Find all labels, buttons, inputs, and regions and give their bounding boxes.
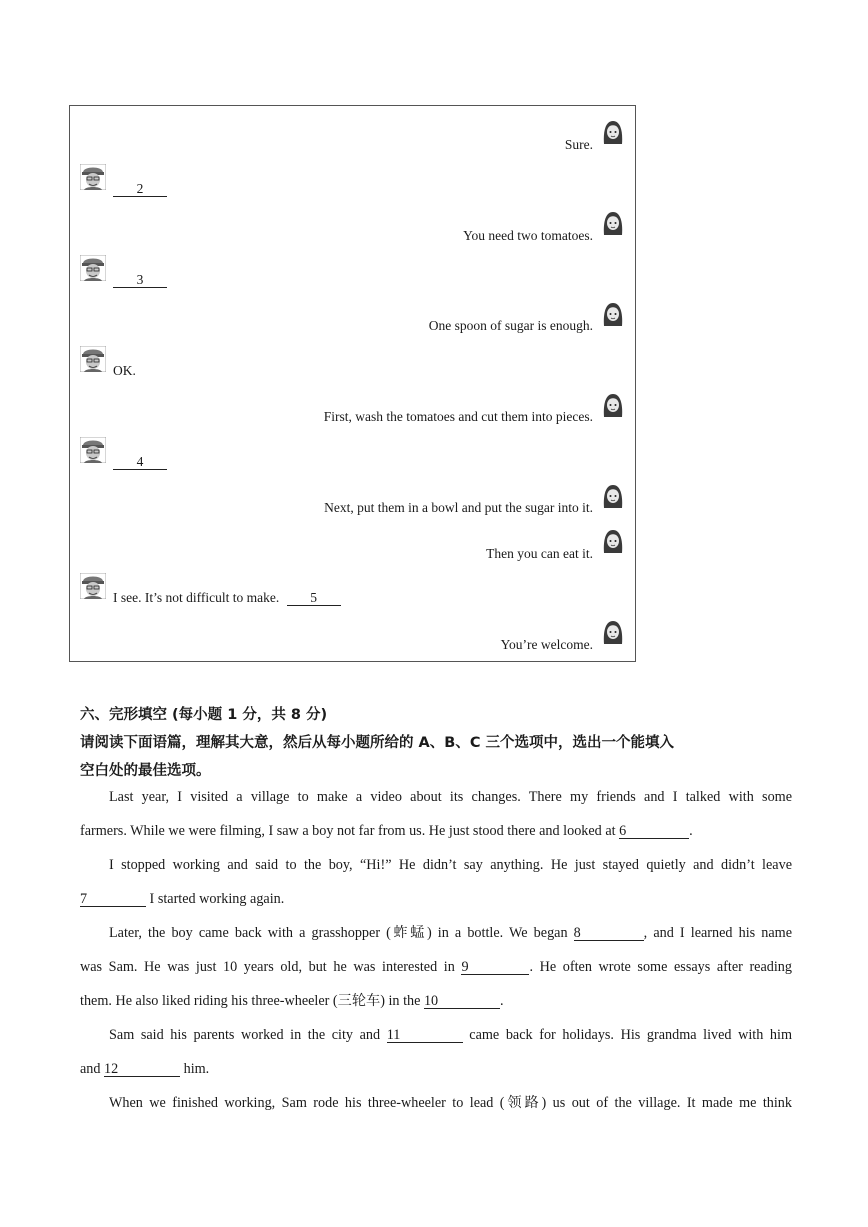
- answer-blank[interactable]: 8: [574, 926, 644, 941]
- dialogue-line: Next, put them in a bowl and put the sugar into it.: [324, 500, 593, 515]
- answer-blank[interactable]: 4: [113, 455, 167, 470]
- girl-avatar-icon: [601, 300, 625, 326]
- passage-line: I stopped working and said to the boy, “Hi!” He didn’t say anything. He just stayed quietly and didn’t leave: [109, 857, 792, 873]
- old-man-avatar-icon: [80, 346, 106, 372]
- dialogue-line: [113, 181, 167, 197]
- dialogue-line: [113, 272, 167, 288]
- girl-avatar-icon: [601, 482, 625, 508]
- old-man-avatar-icon: [80, 437, 106, 463]
- dialogue-line: Sure.: [564, 137, 593, 152]
- girl-avatar-icon: [601, 527, 625, 553]
- dialogue-line: First, wash the tomatoes and cut them into pieces.: [323, 409, 593, 424]
- dialogue-text: I see. It’s not difficult to make.: [113, 590, 280, 605]
- passage-line: was Sam. He was just 10 years old, but he was interested in 9 . He often wrote some essays after reading: [80, 959, 792, 975]
- answer-blank[interactable]: 3: [113, 273, 167, 288]
- section-instruction: 请阅读下面语篇，理解其大意，然后从每小题所给的 A、B、C 三个选项中，选出一个能填入: [80, 735, 675, 751]
- passage-line: them. He also liked riding his three-wheeler (三轮车) in the 10 .: [80, 993, 504, 1009]
- answer-blank[interactable]: 5: [287, 591, 341, 606]
- girl-avatar-icon: [601, 618, 625, 644]
- answer-blank[interactable]: 11: [387, 1028, 463, 1043]
- passage-line: When we finished working, Sam rode his three-wheeler to lead (领路) us out of the village. It made me think: [109, 1095, 792, 1111]
- dialogue-line: [113, 454, 167, 470]
- passage-line: and 12 him.: [80, 1061, 210, 1077]
- dialogue-line: OK.: [113, 363, 136, 378]
- dialogue-line: You need two tomatoes.: [463, 228, 593, 243]
- passage-line: Last year, I visited a village to make a video about its changes. There my friends and I talked with some: [109, 789, 792, 805]
- passage-line: Later, the boy came back with a grasshopper (蚱蜢) in a bottle. We began 8 , and I learned his name: [109, 925, 792, 941]
- answer-blank[interactable]: 9: [461, 960, 529, 975]
- dialogue-line: Then you can eat it.: [486, 546, 593, 561]
- answer-blank[interactable]: 6: [619, 824, 689, 839]
- dialogue-line: One spoon of sugar is enough.: [428, 318, 593, 333]
- answer-blank[interactable]: 2: [113, 182, 167, 197]
- answer-blank[interactable]: 7: [80, 892, 146, 907]
- old-man-avatar-icon: [80, 164, 106, 190]
- passage-line: 7 I started working again.: [80, 891, 285, 907]
- cloze-passage: [80, 780, 792, 1120]
- dialogue-line: You’re welcome.: [500, 637, 593, 652]
- old-man-avatar-icon: [80, 573, 106, 599]
- old-man-avatar-icon: [80, 255, 106, 281]
- answer-blank[interactable]: 12: [104, 1062, 180, 1077]
- girl-avatar-icon: [601, 209, 625, 235]
- passage-line: Sam said his parents worked in the city and 11 came back for holidays. His grandma lived with him: [109, 1027, 792, 1043]
- section-instruction: 空白处的最佳选项。: [80, 763, 211, 779]
- dialogue-box: [69, 105, 636, 662]
- girl-avatar-icon: [601, 391, 625, 417]
- answer-blank[interactable]: 10: [424, 994, 500, 1009]
- girl-avatar-icon: [601, 118, 625, 144]
- dialogue-line: [113, 590, 341, 606]
- section-title: 六、完形填空 (每小题 1 分，共 8 分): [80, 707, 328, 723]
- passage-line: farmers. While we were filming, I saw a boy not far from us. He just stood there and looked at 6 .: [80, 823, 693, 839]
